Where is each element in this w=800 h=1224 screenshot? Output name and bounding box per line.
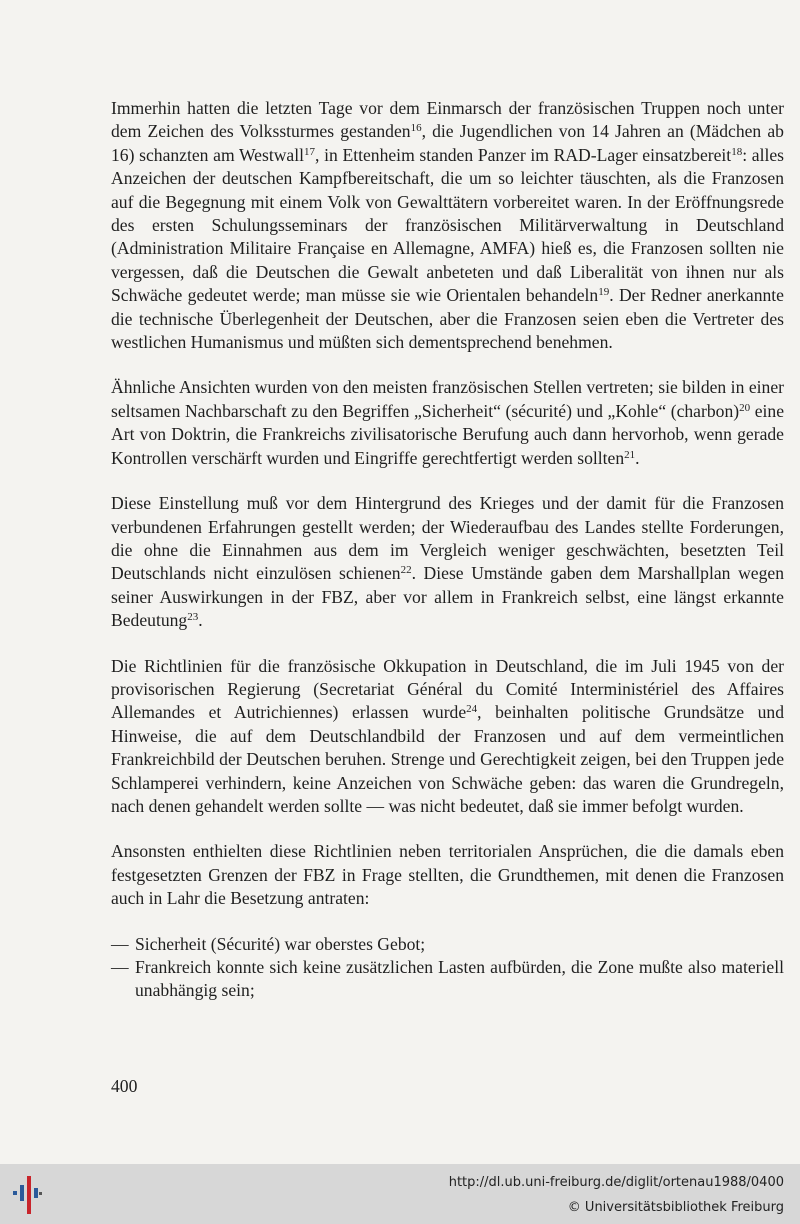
text-run: , die Jugendlichen von 14 Jahren an (Mädchen ab 16) schanzten am Westwall (111, 121, 784, 165)
paragraph (111, 840, 784, 910)
text-run: . Diese Umstände gaben dem Marshallplan wegen seiner Auswirkungen in der FBZ, aber vor allem in Frankreich selbst, eine längst erkannte Bedeu (111, 563, 784, 631)
text-run: ministériel des Affaires Allemandes et Autrichiennes) erlassen wurde (111, 678, 785, 723)
page-text (111, 97, 784, 1003)
text-run: men, mit denen die Franzosen auch in Lahr die Besetzung antraten: (111, 864, 784, 909)
text-run: . Der Redner anerkannte die technische Überlegenheit der Deutschen, aber die Franzosen seien eben die Vertreter des westlichen Humanismus und müßten sich dementsprechend benehmen. (111, 285, 784, 353)
footnote-ref: 16 (410, 122, 422, 135)
list-item (111, 933, 784, 956)
text-run: , in Ettenheim standen Panzer im RAD-Lager einsatzbereit (315, 144, 732, 165)
footer-url-link[interactable]: http://dl.ub.uni-freiburg.de/diglit/ortenau1988/0400 (448, 1175, 784, 1190)
list-item-text: Frankreich konnte sich keine zusätzlichen Lasten aufbürden, die Zone mußte also materiell unabhängig sein; (135, 957, 784, 1001)
text-run: Die Richtlinien für die französische Okkupation in Deutschland, die im Juli 1945 von der provisorischen Regierung (Secretariat Général du Comité Inter (111, 655, 784, 699)
text-run: halten politische Grundsätze und Hinweise, die auf dem Deutschlandbild der Franzosen und auf dem vermeintlichen Frankreichbild der Deutschen beruhen. Strenge und Gerechtigkeit zeigen, bei den Truppen jede Schlamperei verhin (111, 702, 784, 793)
footnote-ref: 23 (187, 611, 199, 624)
text-run: satorische Berufung auch dann hervorhob, wenn gerade Kontrollen verschärft wurden und Eingriffe gerechtfertigt werden sollten (111, 424, 784, 468)
text-run: eine Art von Doktrin, die Frankreichs zivili (111, 400, 784, 445)
footer-bar (0, 1164, 800, 1224)
text-run: . (198, 610, 203, 631)
text-run: beteten und daß Liberalität von ihnen nur als Schwäche gedeutet werde; man müsse sie wie Orientalen behandeln (111, 261, 785, 306)
text-run: Ansonsten enthielten diese Richtlinien neben territorialen Ansprüchen, die die damals eben festgesetzten Grenzen der FBZ in Frage stellten, die Grundthe (111, 841, 784, 885)
text-run: curité) und „Kohle“ (charbon) (526, 400, 740, 421)
text-run: . (635, 447, 640, 468)
text-run: Ähnliche Ansichten wurden von den meisten französischen Stellen vertreten; sie bilden in einer seltsamen Nachbarschaft zu den Begriffen „Sicherheit“ (sé (111, 377, 784, 421)
text-run: gegnung mit einem Volk von Gewalttätern vorbereitet waren. In der Eröff (184, 191, 712, 212)
paragraph (111, 97, 784, 354)
bullet-list (111, 933, 784, 1003)
ub-freiburg-logo-icon (12, 1174, 42, 1216)
text-run: nungsrede des ersten Schulungsseminars der französischen Militärverwaltung in Deutschland (Administration Militaire Française en Allemagne, AMFA) hieß es, die Franzosen sollten nie vergessen, daß die Deutschen die Gewalt an (111, 191, 784, 282)
list-item-text: Sicherheit (Sécurité) war oberstes Gebot; (135, 933, 426, 954)
dash-bullet: — (111, 933, 129, 954)
text-run: : alles Anzeichen der deutschen Kampfbereitschaft, die um so leichter täuschten, als die Franzosen auf die Be (111, 144, 784, 212)
text-run: Diese Einstellung muß vor dem Hintergrund des Krieges und der damit für die Franzosen verbundenen Erfahrungen gestellt werden; der Wiederaufbau des Landes stellte Forderungen, die ohne die Einnahmen aus dem im Vergleich weniger geschwächten, besetzten Teil Deutschlands nicht einzulösen schie (111, 493, 784, 584)
footnote-ref: 19 (598, 286, 610, 299)
text-run: dern, keine Anzeichen von Schwäche geben: das waren die Grundregeln, nach denen gehandelt werden sollte — was nicht bedeutet, daß sie immer befolgt wurden. (111, 772, 784, 816)
footer-copyright: © Universitätsbibliothek Freiburg (567, 1200, 784, 1215)
text-run: pen noch unter dem Zeichen des Volkssturmes gestanden (111, 98, 784, 142)
footnote-ref: 24 (466, 703, 478, 716)
footnote-ref: 20 (739, 401, 751, 414)
footnote-ref: 22 (400, 564, 412, 577)
text-run: Immerhin hatten die letzten Tage vor dem Einmarsch der französischen Trup (111, 98, 675, 118)
list-item (111, 956, 784, 1003)
dash-bullet: — (111, 957, 129, 977)
text-run: , bein (477, 702, 526, 723)
paragraph (111, 492, 784, 632)
paragraph (111, 376, 784, 470)
footnote-ref: 17 (304, 145, 316, 158)
footnote-ref: 18 (731, 145, 743, 158)
footnote-ref: 21 (624, 448, 636, 461)
page-number: 400 (111, 1076, 138, 1096)
text-run: tung (155, 610, 188, 631)
paragraph (111, 655, 784, 819)
text-run: nen (375, 563, 401, 584)
